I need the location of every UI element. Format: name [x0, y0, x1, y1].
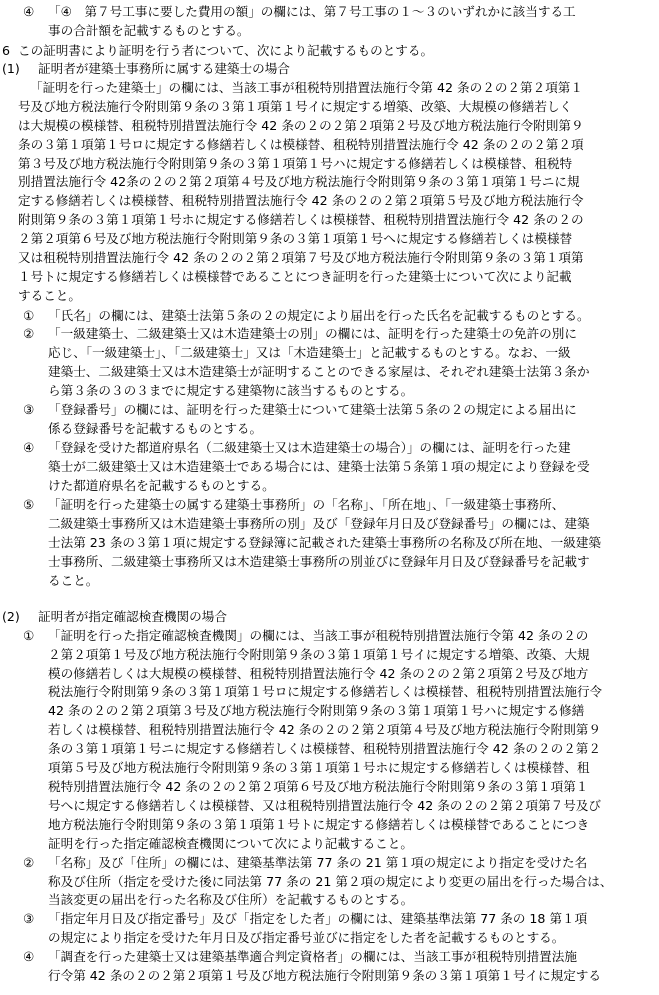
- line-text: 事の合計額を記載するものとする。: [48, 23, 250, 38]
- line-text: 士法第 23 条の３第１項に規定する登録簿に記載された建築士事務所の名称及び所在地、一級建築: [48, 535, 601, 550]
- item-marker: ③: [23, 911, 35, 926]
- item-marker: ①: [23, 308, 35, 323]
- line-text: 「証明を行った指定確認検査機関」の欄には、当該工事が租税特別措置法施行令第 42 条の２の: [48, 628, 589, 643]
- item-marker: (2): [2, 609, 20, 624]
- line-text: 地方税法施行令附則第９条の３第１項第１号トに規定する修繕若しくは模様替であることにつき: [48, 817, 590, 832]
- line-text: ２第２項第６号及び地方税法施行令附則第９条の３第１項第１号へに規定する修繕若しくは模様替: [18, 231, 573, 246]
- line-text: ら第３条の３の３までに規定する建築物に該当するものとする。: [48, 383, 414, 398]
- line-text: ること。: [48, 573, 99, 588]
- line-text: この証明書により証明を行う者について、次により記載するものとする。: [18, 43, 434, 58]
- line-text: 定する修繕若しくは模様替、租税特別措置法施行令 42 条の２の２第２項第５号及び地方税法施行令: [18, 193, 584, 208]
- line-text: 又は租税特別措置法施行令 42 条の２の２第２項第７号及び地方税法施行令附則第９条の３第１項第: [18, 250, 584, 265]
- item-marker: ④: [23, 4, 35, 19]
- item-marker: ②: [23, 326, 35, 341]
- item-marker: ⑤: [23, 497, 35, 512]
- line-text: すること。: [18, 288, 81, 303]
- line-text: 証明を行った指定確認検査機関について次により記載すること。: [48, 836, 413, 851]
- line-text: 模の修繕若しくは大規模の模様替、租税特別措置法施行令 42 条の２の２第２項第２号及び地方: [48, 666, 589, 681]
- line-text: １号トに規定する修繕若しくは模様替であることにつき証明を行った建築士について次により記載: [18, 269, 572, 284]
- line-text: 当該変更の届出を行った名称及び住所）を記載するものとする。: [48, 892, 414, 907]
- line-text: 「証明を行った建築士」の欄には、当該工事が租税特別措置法施行令第 42 条の２の２第２項第１: [30, 80, 583, 95]
- line-text: 証明者が建築士事務所に属する建築士の場合: [38, 61, 290, 76]
- line-text: 「調査を行った建築士又は建築基準適合判定資格者」の欄には、当該工事が租税特別措置法施: [48, 949, 577, 964]
- line-text: 行令第 42 条の２の２第２項第１号及び地方税法施行令附則第９条の３第１項第１号イに規定する: [48, 968, 601, 983]
- item-marker: (1): [2, 61, 20, 76]
- item-marker: ②: [23, 855, 35, 870]
- line-text: 「④ 第７号工事に要した費用の額」の欄には、第７号工事の１～３のいずれかに該当する工: [48, 4, 576, 19]
- line-text: は大規模の模様替、租税特別措置法施行令 42 条の２の２第２項第２号及び地方税法施行令附則第９: [18, 118, 584, 133]
- line-text: 建築士、二級建築士又は木造建築士が証明することのできる家屋は、それぞれ建築士法第３条か: [48, 364, 590, 379]
- line-text: 士事務所、二級建築士事務所又は木造建築士事務所の別並びに登録年月日及び登録番号を記載す: [48, 554, 590, 569]
- line-text: 号へに規定する修繕若しくは模様替、又は租税特別措置法施行令 42 条の２の２第２項第７号及び: [48, 798, 601, 813]
- line-text: 証明者が指定確認検査機関の場合: [38, 609, 227, 624]
- line-text: けた都道府県名を記載するものとする。: [48, 478, 275, 493]
- line-text: 税特別措置法施行令 42 条の２の２第２項第６号及び地方税法施行令附則第９条の３第１項第１: [48, 779, 589, 794]
- line-text: 築士が二級建築士又は木造建築士である場合には、建築士法第５条第１項の規定により登録を受: [48, 459, 590, 474]
- line-text: 附則第９条の３第１項第１号ホに規定する修繕若しくは模様替、租税特別措置法施行令 42 条の２の: [18, 212, 584, 227]
- line-text: の規定により指定を受けた年月日及び指定番号並びに指定をした者を記載するものとする。: [48, 930, 565, 945]
- line-text: 条の３第１項第１号ニに規定する修繕若しくは模様替、租税特別措置法施行令 42 条の２の２第２: [48, 741, 601, 756]
- line-text: 二級建築士事務所又は木造建築士事務所の別」及び「登録年月日及び登録番号」の欄には、建築: [48, 516, 590, 531]
- line-text: 税法施行令附則第９条の３第１項第１号ロに規定する修繕若しくは模様替、租税特別措置法施行令: [48, 684, 603, 699]
- line-text: 「証明を行った建築士の属する建築士事務所」の「名称」、「所在地」、「一級建築士事務所、: [48, 497, 565, 512]
- line-text: 係る登録番号を記載するものとする。: [48, 421, 263, 436]
- line-text: 「一級建築士、二級建築士又は木造建築士の別」の欄には、証明を行った建築士の免許の別に: [48, 326, 577, 341]
- item-marker: ④: [23, 949, 35, 964]
- line-text: 「名称」及び「住所」の欄には、建築基準法第 77 条の 21 第１項の規定により指定を受けた名: [48, 855, 588, 870]
- line-text: 「氏名」の欄には、建築士法第５条の２の規定により届出を行った氏名を記載するものとする。: [48, 308, 590, 323]
- line-text: 項第５号及び地方税法施行令附則第９条の３第１項第１号ホに規定する修繕若しくは模様替、租: [48, 760, 590, 775]
- line-text: 「登録を受けた都道府県名（二級建築士又は木造建築士の場合）」の欄には、証明を行った建: [48, 440, 571, 455]
- line-text: 「登録番号」の欄には、証明を行った建築士について建築士法第５条の２の規定による届出に: [48, 402, 577, 417]
- item-marker: ④: [23, 440, 35, 455]
- line-text: 条の３第１項第１号ロに規定する修繕若しくは模様替、租税特別措置法施行令 42 条の２の２第２項: [18, 137, 584, 152]
- line-text: 「指定年月日及び指定番号」及び「指定をした者」の欄には、建築基準法第 77 条の 18 第１項: [48, 911, 588, 926]
- line-text: 応じ、「一級建築士」、「二級建築士」又は「木造建築士」と記載するものとする。なお、一級: [48, 345, 571, 360]
- line-text: 若しくは模様替、租税特別措置法施行令 42 条の２の２第２項第４号及び地方税法施行令附則第９: [48, 722, 601, 737]
- line-text: 第３号及び地方税法施行令附則第９条の３第１項第１号ハに規定する修繕若しくは模様替、租税特: [18, 156, 573, 171]
- item-marker: 6: [2, 43, 11, 58]
- line-text: ２第２項第１号及び地方税法施行令附則第９条の３第１項第１号イに規定する増築、改築、大規: [48, 647, 590, 662]
- item-marker: ①: [23, 628, 35, 643]
- line-text: 称及び住所（指定を受けた後に同法第 77 条の 21 第２項の規定により変更の届出を行った場合は、: [48, 874, 613, 889]
- line-text: 別措置法施行令 42条の２の２第２項第４号及び地方税法施行令附則第９条の３第１項第１号ニに規: [18, 174, 580, 189]
- line-text: 42 条の２の２第２項第３号及び地方税法施行令附則第９条の３第１項第１号ハに規定する修繕: [48, 703, 585, 718]
- item-marker: ③: [23, 402, 35, 417]
- line-text: 号及び地方税法施行令附則第９条の３第１項第１号イに規定する増築、改築、大規模の修繕若しく: [18, 99, 573, 114]
